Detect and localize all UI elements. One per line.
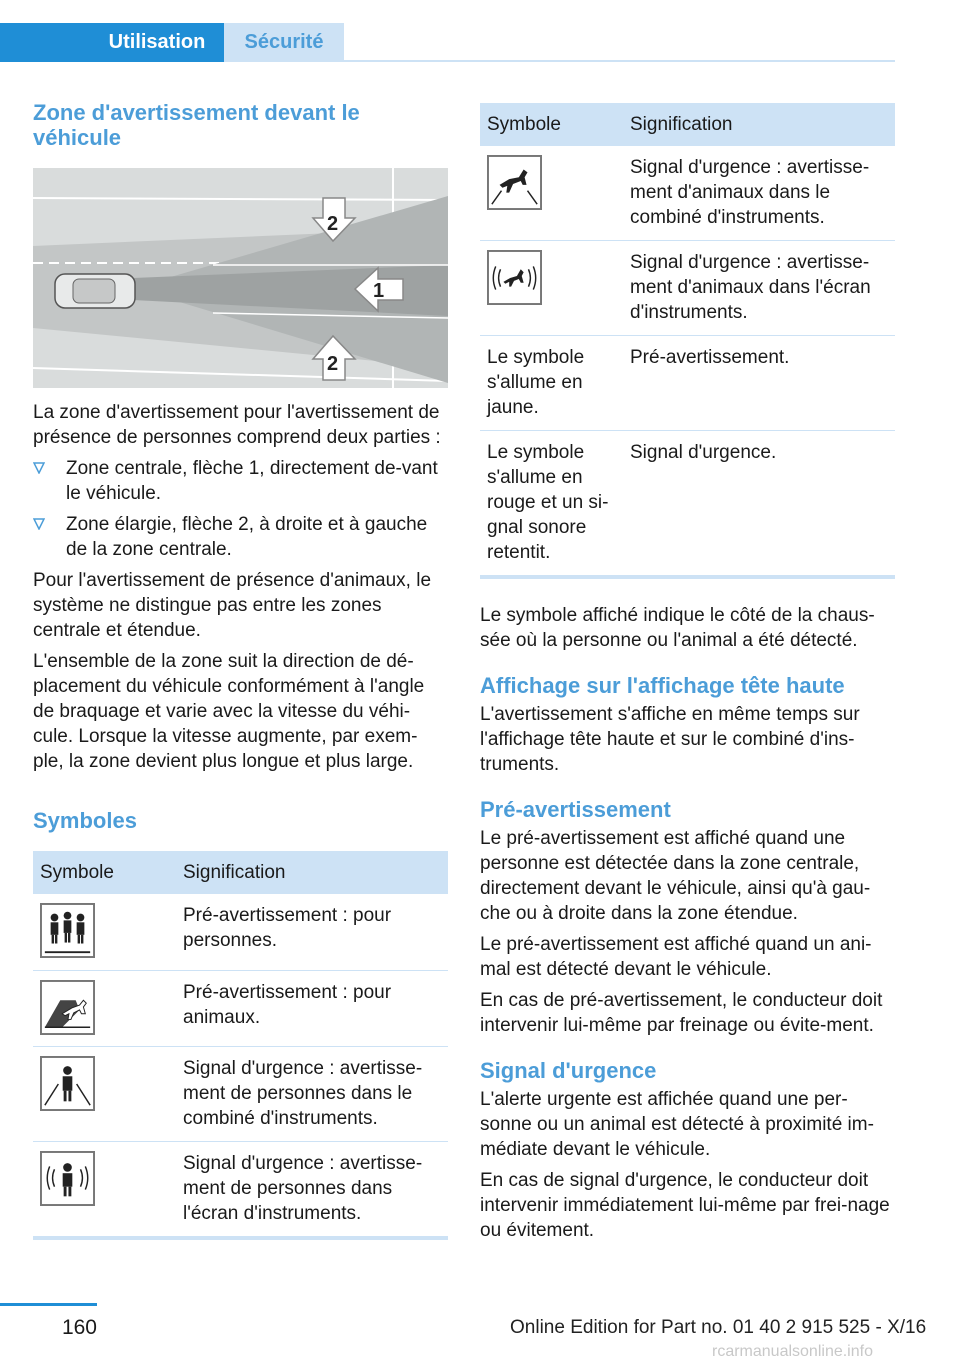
- section-title-acute-warning: Signal d'urgence: [480, 1058, 657, 1083]
- preliminary-warning-paragraph-3: En cas de pré-avertissement, le conducteur doit intervenir lui-même par freinage ou évite-ment.: [480, 990, 883, 1036]
- symbol-cell: [33, 1141, 176, 1238]
- car-icon: [55, 274, 135, 308]
- warning-zone-figure: [33, 168, 448, 388]
- table-row: [480, 146, 895, 241]
- table-row: [33, 1141, 448, 1238]
- table-header-row: [480, 103, 895, 146]
- symbol-cell: [480, 241, 623, 336]
- bullet-triangle-icon: [33, 518, 45, 530]
- tab-securite[interactable]: Sécurité: [224, 23, 344, 62]
- table-row: [33, 894, 448, 970]
- column-header-symbol: Symbole: [480, 103, 623, 146]
- column-header-symbol: Symbole: [33, 851, 176, 894]
- symbol-cell: [33, 970, 176, 1046]
- symbol-text-cell: Le symbole s'allume en rouge et un si-gnal sonore retentit.: [480, 431, 623, 578]
- pedestrian-acute-warning-instrument-icon: [40, 1056, 95, 1111]
- warning-zone-diagram: [33, 168, 448, 388]
- symbol-side-paragraph: Le symbole affiché indique le côté de la chaus-sée où la personne ou l'animal a été détecté.: [480, 605, 875, 651]
- list-item: [33, 456, 448, 506]
- meaning-cell: Signal d'urgence : avertisse-ment de personnes dans l'écran d'instruments.: [176, 1141, 448, 1238]
- acute-warning-paragraph-1: L'alerte urgente est affichée quand une per-sonne ou un animal est détecté à proximité im-médiate devant le véhicule.: [480, 1089, 874, 1160]
- bullet-text: Zone centrale, flèche 1, directement de-vant le véhicule.: [66, 458, 438, 504]
- list-item: [33, 512, 448, 562]
- preliminary-warning-paragraph-2: Le pré-avertissement est affiché quand un ani-mal est détecté devant le véhicule.: [480, 934, 872, 980]
- symbol-cell: [480, 146, 623, 241]
- meaning-cell: Signal d'urgence : avertisse-ment d'animaux dans l'écran d'instruments.: [623, 241, 895, 336]
- header-tab-bar: [0, 0, 895, 62]
- acute-warning-paragraph-2: En cas de signal d'urgence, le conducteur doit intervenir immédiatement lui-même par frei-nage ou évitement.: [480, 1170, 890, 1241]
- tab-utilisation[interactable]: Utilisation: [0, 23, 224, 62]
- symbol-cell: [33, 894, 176, 970]
- zone-direction-paragraph: L'ensemble de la zone suit la direction de dé-placement du véhicule conformément à l'angle de braquage et varie avec la vitesse du véhi-cule. Lorsque la vitesse augmente, par exem-ple, la zone devient plus longue et plus large.: [33, 651, 425, 772]
- intro-text: La zone d'avertissement pour l'avertissement de présence de personnes comprend deux parties :: [33, 402, 441, 448]
- symbol-text-cell: Le symbole s'allume en jaune.: [480, 336, 623, 431]
- meaning-cell: Signal d'urgence : avertisse-ment d'animaux dans le combiné d'instruments.: [623, 146, 895, 241]
- animal-acute-warning-display-icon: [487, 250, 542, 305]
- table-header-row: [33, 851, 448, 894]
- page-number: 160: [61, 1316, 97, 1339]
- hud-paragraph: L'avertissement s'affiche en même temps sur l'affichage tête haute et sur le combiné d'ins-truments.: [480, 704, 860, 775]
- table-row: [480, 431, 895, 578]
- section-title-warning-zone: Zone d'avertissement devant le véhicule: [33, 100, 360, 150]
- section-title-preliminary-warning: Pré-avertissement: [480, 797, 671, 822]
- meaning-cell: Pré-avertissement.: [623, 336, 895, 431]
- table-row: [33, 970, 448, 1046]
- zone-bullet-list: [33, 456, 448, 562]
- section-title-hud: Affichage sur l'affichage tête haute: [480, 673, 845, 698]
- animal-acute-warning-instrument-icon: [487, 155, 542, 210]
- symbol-cell: [33, 1046, 176, 1141]
- column-header-meaning: Signification: [176, 851, 448, 894]
- table-row: [480, 336, 895, 431]
- meaning-cell: Signal d'urgence.: [623, 431, 895, 578]
- arrow-1-label: 1: [373, 280, 385, 302]
- column-header-meaning: Signification: [623, 103, 895, 146]
- meaning-cell: Pré-avertissement : pour personnes.: [176, 894, 448, 970]
- preliminary-warning-paragraph-1: Le pré-avertissement est affiché quand une personne est détectée dans la zone centrale, directement devant le véhicule, ainsi qu'à gau-che ou à droite dans la zone étendue.: [480, 828, 871, 924]
- watermark: rcarmanualsonline.info: [712, 1343, 873, 1360]
- arrow-2-top-label: 2: [327, 213, 339, 235]
- arrow-2-bottom-label: 2: [327, 353, 339, 375]
- meaning-cell: Pré-avertissement : pour animaux.: [176, 970, 448, 1046]
- bullet-text: Zone élargie, flèche 2, à droite et à gauche de la zone centrale.: [66, 514, 428, 560]
- animal-preliminary-warning-icon: [40, 980, 95, 1035]
- pedestrians-preliminary-warning-icon: [40, 903, 95, 958]
- section-title-symbols: Symboles: [33, 808, 137, 833]
- pedestrian-acute-warning-display-icon: [40, 1151, 95, 1206]
- footer-accent-bar: [0, 1303, 97, 1306]
- symbols-table-right: [480, 103, 895, 579]
- bullet-triangle-icon: [33, 462, 45, 474]
- left-column: [33, 100, 448, 1240]
- animal-zone-paragraph: Pour l'avertissement de présence d'animaux, le système ne distingue pas entre les zones centrale et étendue.: [33, 570, 432, 641]
- edition-note: Online Edition for Part no. 01 40 2 915 525 - X/16: [510, 1317, 927, 1338]
- meaning-cell: Signal d'urgence : avertisse-ment de personnes dans le combiné d'instruments.: [176, 1046, 448, 1141]
- right-column: [480, 103, 895, 1243]
- symbols-table-left: [33, 851, 448, 1240]
- table-row: [33, 1046, 448, 1141]
- table-row: [480, 241, 895, 336]
